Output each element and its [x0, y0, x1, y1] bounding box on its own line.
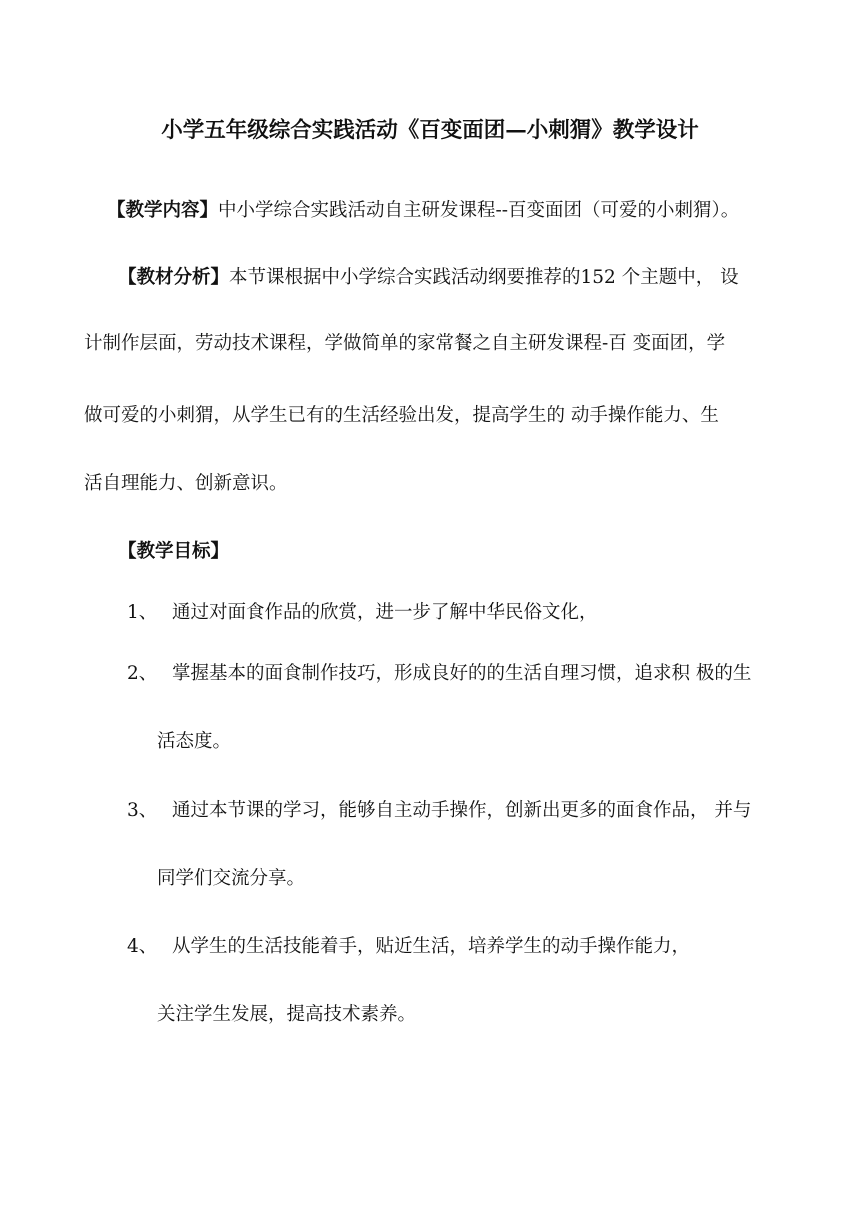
goal-2-number: 2、: [127, 663, 158, 684]
analysis-label: 【教材分析】: [118, 267, 230, 288]
goals-label: 【教学目标】: [118, 541, 230, 562]
goal-3-text-2: 同学们交流分享。: [157, 868, 306, 889]
content-label: 【教学内容】: [107, 200, 219, 221]
analysis-line-2: 计制作层面，劳动技术课程，学做简单的家常餐之自主研发课程-百 变面团，学: [84, 333, 726, 354]
goal-4-text-2: 关注学生发展，提高技术素养。: [157, 1004, 417, 1025]
analysis-line-1: [118, 266, 739, 290]
goal-4-text-1: 从学生的生活技能着手，贴近生活，培养学生的动手操作能力，: [172, 936, 691, 957]
goal-4-number: 4、: [127, 936, 158, 957]
goal-3-number: 3、: [127, 800, 158, 821]
content-text: 中小学综合实践活动自主研发课程--百变面团（可爱的小刺猬）。: [218, 200, 740, 221]
analysis-text-1: 本节课根据中小学综合实践活动纲要推荐的152 个主题中， 设: [229, 267, 739, 288]
goal-2-text-1: 掌握基本的面食制作技巧，形成良好的的生活自理习惯，追求积 极的生: [172, 663, 752, 684]
analysis-line-3: 做可爱的小刺猬，从学生已有的生活经验出发，提高学生的 动手操作能力、生: [84, 405, 719, 426]
content-paragraph: [107, 199, 739, 223]
goal-1-text: 通过对面食作品的欣赏，进一步了解中华民俗文化，: [172, 602, 598, 623]
document-title: 小学五年级综合实践活动《百变面团—小刺猬》教学设计: [161, 118, 699, 143]
goal-2-text-2: 活态度。: [157, 731, 232, 752]
goal-3-text-1: 通过本节课的学习，能够自主动手操作，创新出更多的面食作品， 并与: [172, 800, 752, 821]
goal-1-number: 1、: [127, 602, 158, 623]
analysis-line-4: 活自理能力、创新意识。: [84, 473, 288, 494]
